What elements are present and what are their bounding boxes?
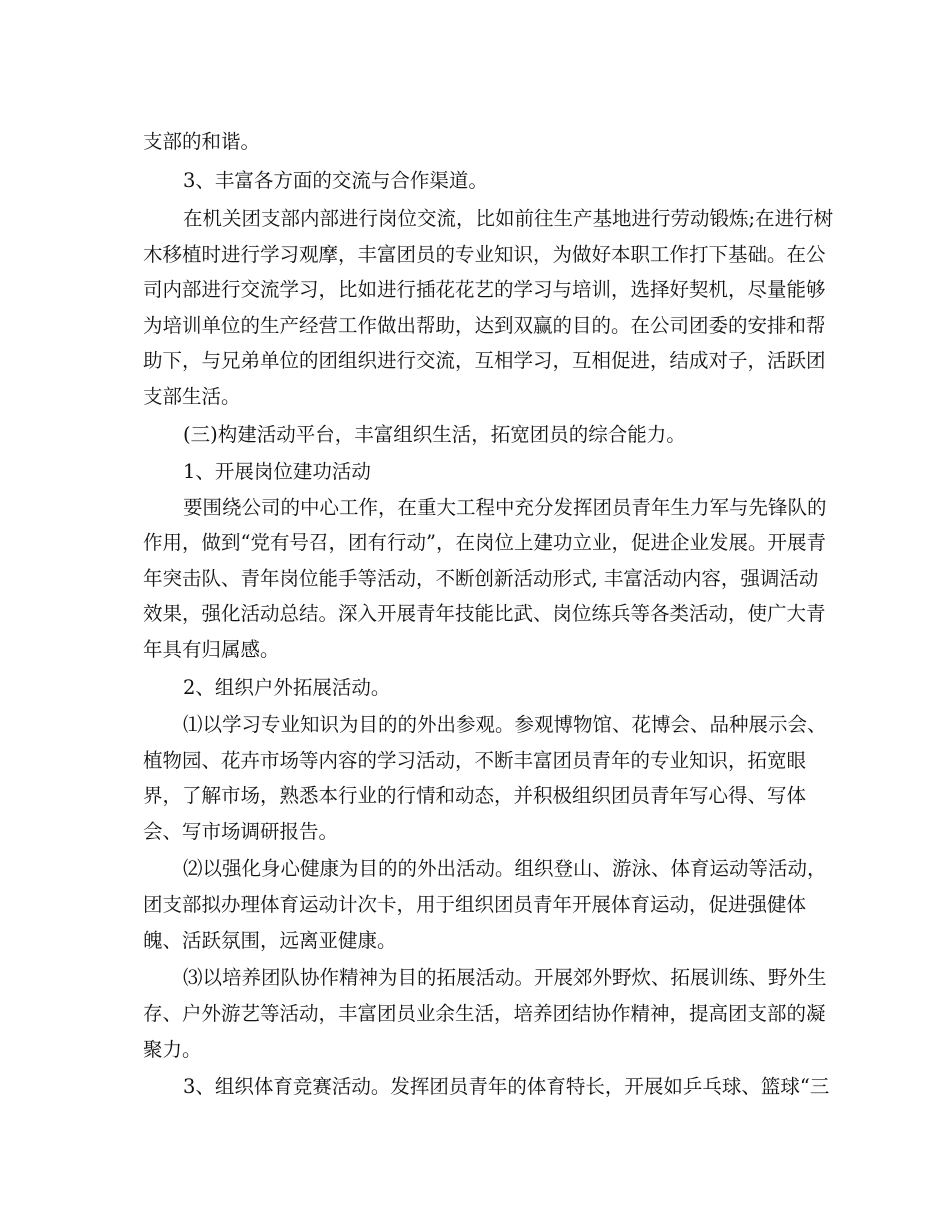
paragraph-line: 在机关团支部内部进行岗位交流，比如前往生产基地进行劳动锻炼;在进行树 [183,207,834,230]
paragraph-line: 年突击队、青年岗位能手等活动，不断创新活动形式, 丰富活动内容，强调活动 [143,567,819,590]
paragraph-line: 3、组织体育竞赛活动。发挥团员青年的体育特长，开展如乒乓球、篮球“三 [183,1075,830,1098]
paragraph-line: ⑴以学习专业知识为目的的外出参观。参观博物馆、花博会、品种展示会、 [183,713,827,736]
paragraph-line: 支部生活。 [143,385,241,408]
paragraph-line: 木移植时进行学习观摩，丰富团员的专业知识，为做好本职工作打下基础。在公 [143,243,826,266]
section-heading: 3、丰富各方面的交流与合作渠道。 [183,169,488,192]
paragraph-line: 支部的和谐。 [143,130,261,153]
paragraph-line: 作用，做到“党有号召，团有行动”，在岗位上建功立业，促进企业发展。开展青 [143,531,826,554]
paragraph-line: 界，了解市场，熟悉本行业的行情和动态，并积极组织团员青年写心得、写体 [143,784,807,807]
paragraph-line: 司内部进行交流学习，比如进行插花花艺的学习与培训，选择好契机，尽量能够 [143,278,826,301]
paragraph-line: 会、写市场调研报告。 [143,820,339,843]
paragraph-line: 助下，与兄弟单位的团组织进行交流，互相学习，互相促进，结成对子，活跃团 [143,349,826,372]
section-heading: (三)构建活动平台，丰富组织生活，拓宽团员的综合能力。 [183,423,686,446]
paragraph-line: 要围绕公司的中心工作，在重大工程中充分发挥团员青年生力军与先锋队的 [183,496,827,519]
paragraph-line: 年具有归属感。 [143,638,280,661]
paragraph-line: ⑵以强化身心健康为目的的外出活动。组织登山、游泳、体育运动等活动， [183,857,827,880]
paragraph-line: 聚力。 [143,1038,202,1061]
section-heading: 2、组织户外拓展活动。 [183,676,391,699]
paragraph-line: 为培训单位的生产经营工作做出帮助，达到双赢的目的。在公司团委的安排和帮 [143,314,826,337]
paragraph-line: 存、户外游艺等活动，丰富团员业余生活，培养团结协作精神，提高团支部的凝 [143,1002,826,1025]
paragraph-line: 团支部拟办理体育运动计次卡，用于组织团员青年开展体育运动，促进强健体 [143,893,807,916]
paragraph-line: 效果，强化活动总结。深入开展青年技能比武、岗位练兵等各类活动，使广大青 [143,602,826,625]
section-heading: 1、开展岗位建功活动 [183,460,371,483]
paragraph-line: 植物园、花卉市场等内容的学习活动，不断丰富团员青年的专业知识，拓宽眼 [143,749,807,772]
paragraph-line: 魄、活跃氛围，远离亚健康。 [143,929,397,952]
paragraph-line: ⑶以培养团队协作精神为目的拓展活动。开展郊外野炊、拓展训练、野外生 [183,966,827,989]
